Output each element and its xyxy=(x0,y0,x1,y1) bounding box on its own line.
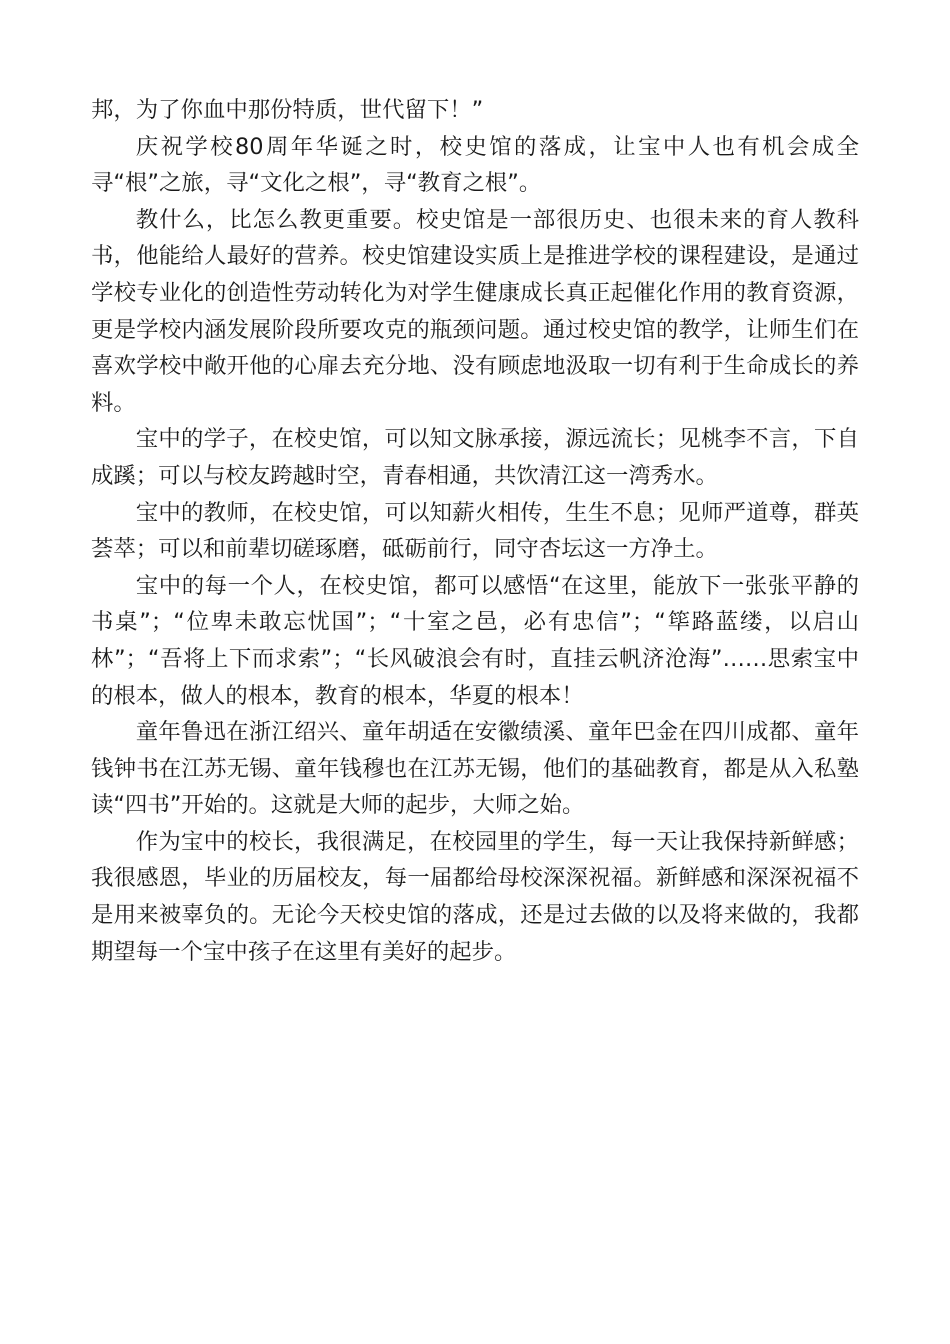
paragraph-3: 教什么，比怎么教更重要。校史馆是一部很历史、也很未来的育人教科书，他能给人最好的营养。校史馆建设实质上是推进学校的课程建设，是通过学校专业化的创造性劳动转化为对学生健康成长真正起催化作用的教育资源，更是学校内涵发展阶段所要攻克的瓶颈问题。通过校史馆的教学，让师生们在喜欢学校中敞开他的心扉去充分地、没有顾虑地汲取一切有利于生命成长的养料。 xyxy=(91,206,859,416)
paragraph-8: 作为宝中的校长，我很满足，在校园里的学生，每一天让我保持新鲜感；我很感恩，毕业的历届校友，每一届都给母校深深祝福。新鲜感和深深祝福不是用来被辜负的。无论今天校史馆的落成，还是过去做的以及将来做的，我都期望每一个宝中孩子在这里有美好的起步。 xyxy=(91,828,859,965)
paragraph-4: 宝中的学子，在校史馆，可以知文脉承接，源远流长；见桃李不言，下自成蹊；可以与校友跨越时空，青春相通，共饮清江这一湾秀水。 xyxy=(91,426,859,489)
paragraph-7: 童年鲁迅在浙江绍兴、童年胡适在安徽绩溪、童年巴金在四川成都、童年钱钟书在江苏无锡、童年钱穆也在江苏无锡，他们的基础教育，都是从入私塾读“四书”开始的。这就是大师的起步，大师之始。 xyxy=(91,719,859,819)
paragraph-6: 宝中的每一个人，在校史馆，都可以感悟“在这里，能放下一张张平静的书桌”；“位卑未敢忘忧国”；“十室之邑，必有忠信”；“筚路蓝缕，以启山林”；“吾将上下而求索”；“长风破浪会有时，直挂云帆济沧海”……思索宝中的根本，做人的根本，教育的根本，华夏的根本！ xyxy=(91,572,859,709)
paragraph-5: 宝中的教师，在校史馆，可以知薪火相传，生生不息；见师严道尊，群英荟萃；可以和前辈切磋琢磨，砥砺前行，同守杏坛这一方净土。 xyxy=(91,499,859,563)
paragraph-2: 庆祝学校80周年华诞之时，校史馆的落成，让宝中人也有机会成全寻“根”之旅，寻“文化之根”，寻“教育之根”。 xyxy=(91,133,859,197)
paragraph-1: 邦，为了你血中那份特质，世代留下！” xyxy=(91,97,484,123)
document-body xyxy=(91,92,859,970)
